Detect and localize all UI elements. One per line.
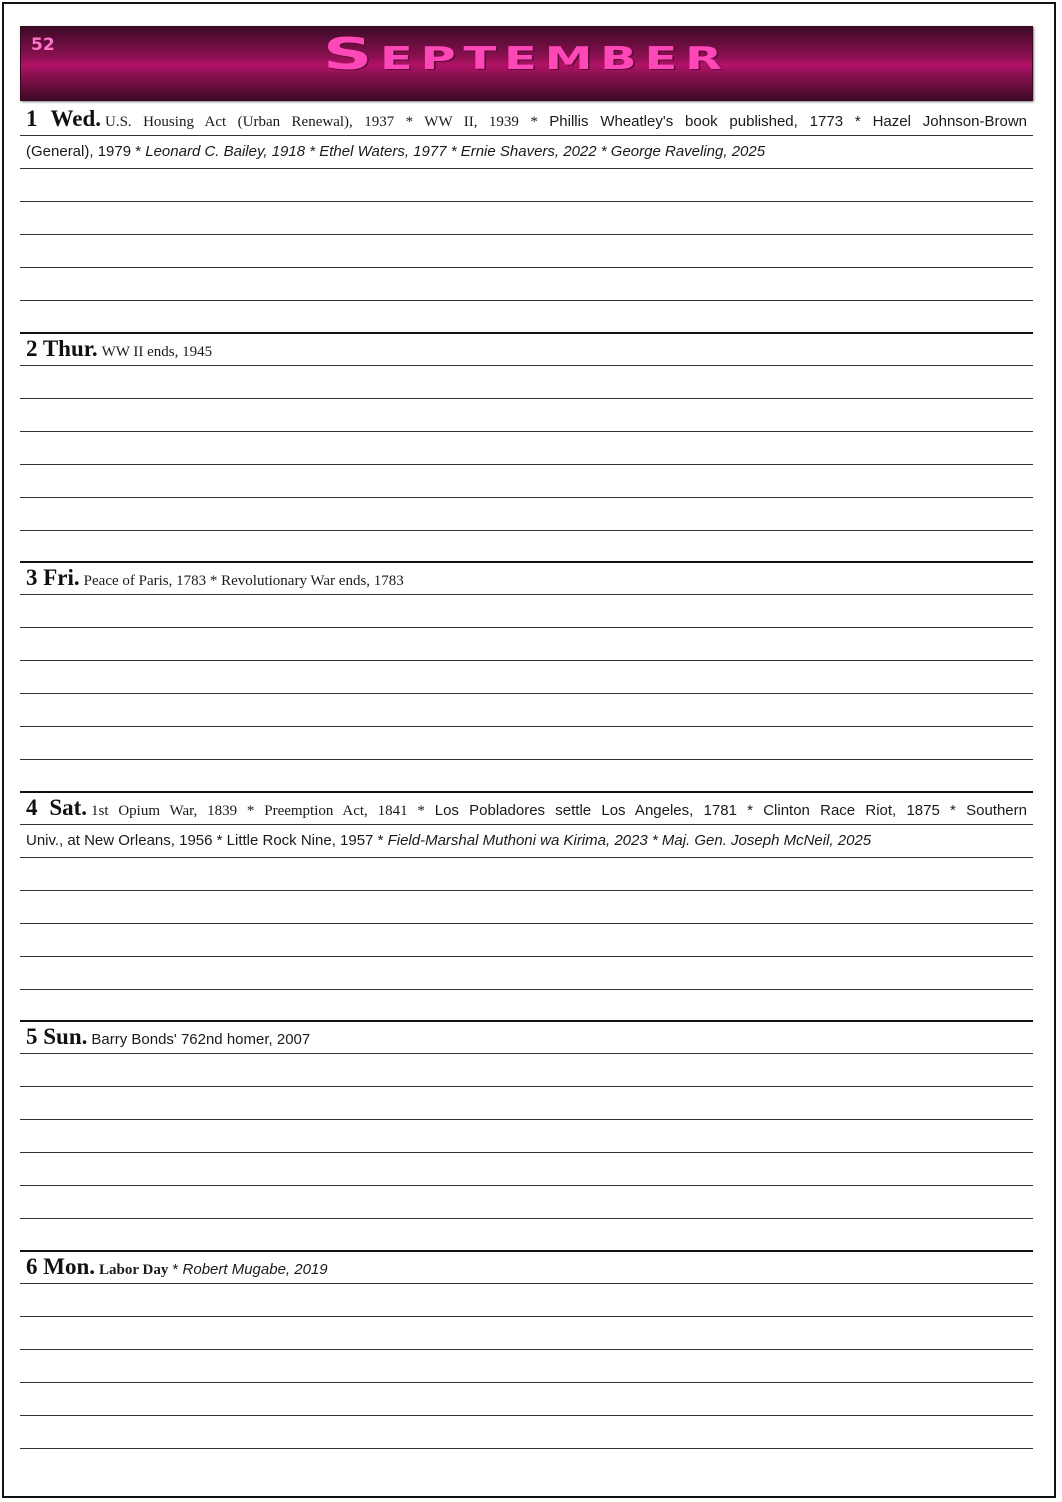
writing-line <box>20 1316 1033 1317</box>
writing-line <box>20 594 1033 595</box>
month-title: September <box>323 29 730 80</box>
writing-line <box>20 923 1033 924</box>
day-section <box>20 1020 1033 1249</box>
writing-line <box>20 824 1033 825</box>
event-text: Labor Day <box>99 1262 169 1278</box>
writing-line <box>20 693 1033 694</box>
writing-line <box>20 1086 1033 1087</box>
day-events-line <box>26 563 1027 593</box>
event-text: (General), 1979 * <box>26 143 146 160</box>
writing-line <box>20 365 1033 366</box>
writing-line <box>20 497 1033 498</box>
writing-line <box>20 1119 1033 1120</box>
day-events-line <box>26 104 1027 134</box>
day-label: 4 Sat. <box>26 794 88 820</box>
event-text: Leonard C. Bailey, 1918 * Ethel Waters, 1977 * Ernie Shavers, 2022 * George Raveling, 2025 <box>145 143 766 160</box>
day-section <box>20 561 1033 790</box>
day-events-line <box>26 793 1027 823</box>
day-events-line <box>26 1252 1027 1282</box>
writing-line <box>20 168 1033 169</box>
writing-line <box>20 464 1033 465</box>
day-events-continuation <box>26 137 1027 167</box>
writing-line <box>20 1415 1033 1416</box>
event-text: U.S. Housing Act (Urban Renewal), 1937 * WW II, 1939 * <box>105 114 550 130</box>
writing-line <box>20 398 1033 399</box>
day-section <box>20 1250 1033 1479</box>
writing-line <box>20 1185 1033 1186</box>
writing-line <box>20 759 1033 760</box>
writing-line <box>20 234 1033 235</box>
event-text: Robert Mugabe, 2019 <box>182 1261 328 1278</box>
day-events-continuation <box>26 826 1027 856</box>
writing-line <box>20 431 1033 432</box>
writing-line <box>20 1218 1033 1219</box>
event-text: Peace of Paris, 1783 * Revolutionary War ends, 1783 <box>83 573 404 590</box>
writing-line <box>20 660 1033 661</box>
writing-line <box>20 201 1033 202</box>
month-header-banner <box>20 26 1033 101</box>
event-text: * <box>168 1261 183 1278</box>
event-text: 1st Opium War, 1839 * Preemption Act, 1841 * <box>91 802 435 819</box>
day-label: 6 Mon. <box>26 1254 95 1279</box>
writing-line <box>20 300 1033 301</box>
writing-line <box>20 1283 1033 1284</box>
day-events-line <box>26 334 1027 364</box>
day-section <box>20 791 1033 1020</box>
writing-line <box>20 1448 1033 1449</box>
event-text: Field-Marshal Muthoni wa Kirima, 2023 * Maj. Gen. Joseph McNeil, 2025 <box>387 831 872 849</box>
day-label: 5 Sun. <box>26 1024 88 1050</box>
writing-line <box>20 1053 1033 1054</box>
writing-line <box>20 726 1033 727</box>
event-text: Los Pobladores settle Los Angeles, 1781 * Clinton Race Riot, 1875 * Southern <box>434 801 1027 819</box>
writing-line <box>20 267 1033 268</box>
writing-line <box>20 1349 1033 1350</box>
event-text: WW II ends, 1945 <box>101 343 213 360</box>
event-text: Barry Bonds' 762nd homer, 2007 <box>91 1031 311 1049</box>
page-number: 52 <box>31 35 55 55</box>
day-events-line <box>26 1022 1027 1052</box>
day-label: 3 Fri. <box>26 565 80 591</box>
writing-line <box>20 1152 1033 1153</box>
day-label: 1 Wed. <box>26 106 101 131</box>
writing-line <box>20 1382 1033 1383</box>
writing-line <box>20 530 1033 531</box>
writing-line <box>20 857 1033 858</box>
writing-line <box>20 989 1033 990</box>
day-section <box>20 102 1033 331</box>
writing-line <box>20 890 1033 891</box>
writing-line <box>20 135 1033 136</box>
event-text: Univ., at New Orleans, 1956 * Little Rock Nine, 1957 * <box>26 831 388 849</box>
day-section <box>20 332 1033 561</box>
event-text: Phillis Wheatley's book published, 1773 * Hazel Johnson-Brown <box>549 113 1027 130</box>
writing-line <box>20 627 1033 628</box>
day-label: 2 Thur. <box>26 335 98 361</box>
writing-line <box>20 956 1033 957</box>
